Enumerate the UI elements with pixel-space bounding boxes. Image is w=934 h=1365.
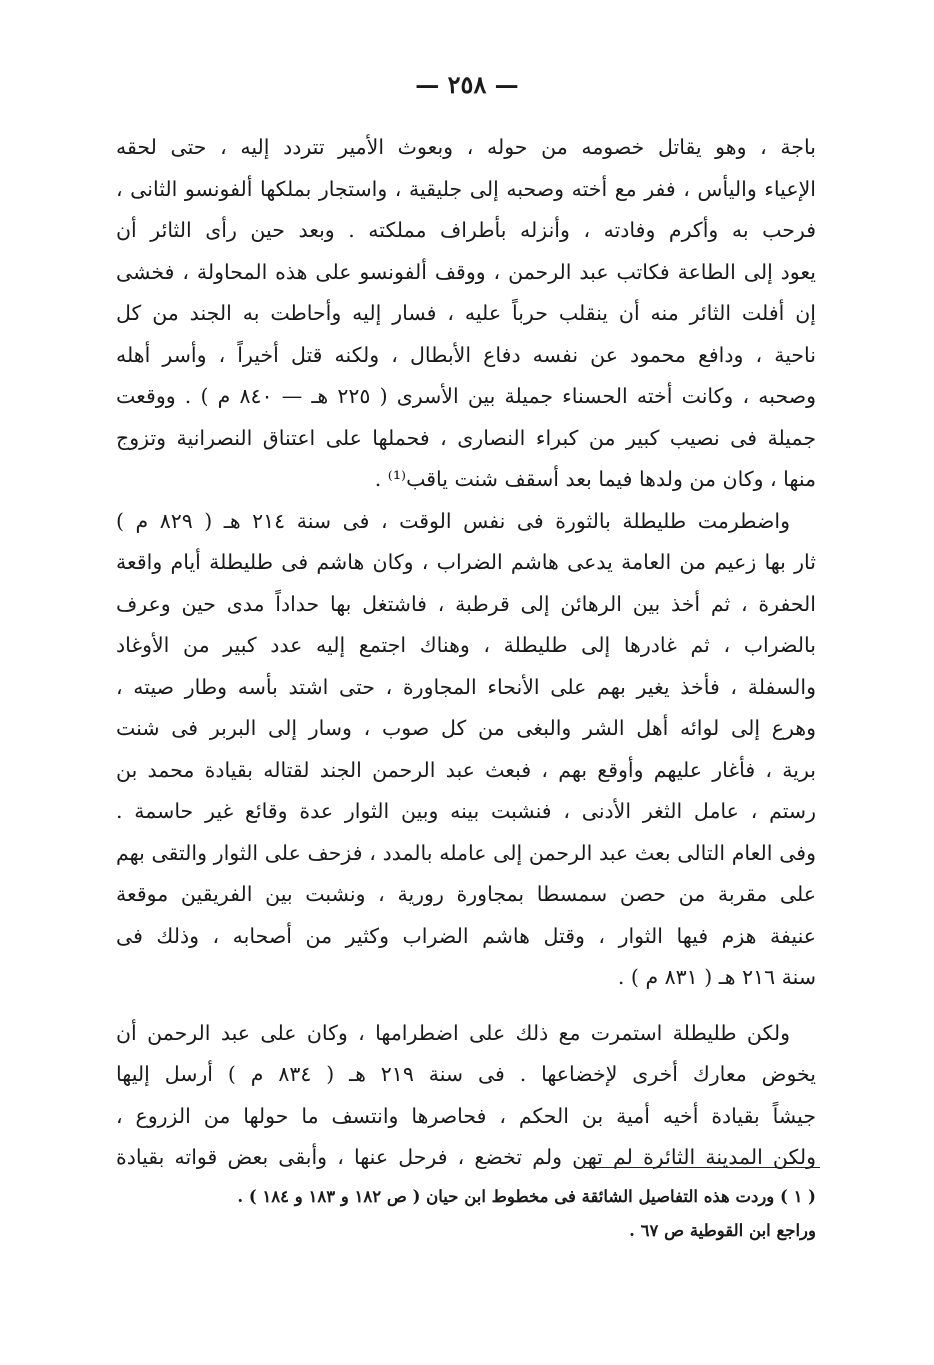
text-line: وفى العام التالى بعث عبد الرحمن إلى عامله بالمدد ، فزحف على الثوار والتقى بهم <box>116 840 816 865</box>
text-line: وصحبه ، وكانت أخته الحسناء جميلة بين الأسرى ( ٢٢٥ هـ — ٨٤٠ م ) . ووقعت <box>116 384 816 408</box>
text-line: برية ، فأغار عليهم وأوقع بهم ، فبعث عبد الرحمن الجند لقتاله بقيادة محمد بن <box>116 757 816 782</box>
text-line: الحفرة ، ثم أخذ بين الرهائن إلى قرطبة ، فاشتغل بها حداداً مدى حين وعرف <box>116 591 816 616</box>
text-line: الإعياء واليأس ، ففر مع أخته وصحبه إلى جليقية ، واستجار بملكها ألفونسو الثانى ، <box>116 176 816 201</box>
text-line: ثار بها زعيم من العامة يدعى هاشم الضراب ، وكان هاشم فى طليطلة أيام واقعة <box>116 550 816 574</box>
text-line: جيشاً بقيادة أخيه أمية بن الحكم ، فحاصرها وانتسف ما حولها من الزروع ، <box>116 1103 816 1128</box>
text-line: ناحية ، ودافع محمود عن نفسه دفاع الأبطال ، ولكنه قتل أخيراً ، وأسر أهله <box>116 342 816 367</box>
footnote-line: ( ١ ) وردت هذه التفاصيل الشائقة فى مخطوط ابن حيان ( ص ١٨٢ و ١٨٣ و ١٨٤ ) . <box>237 1187 816 1206</box>
main-text <box>116 127 816 1179</box>
text-line: بالضراب ، ثم غادرها إلى طليطلة ، وهناك اجتمع إليه عدد كبير من الأوغاد <box>116 633 816 657</box>
text-line: باجة ، وهو يقاتل خصومه من حوله ، وبعوث الأمير تتردد إليه ، حتى لحقه <box>116 135 816 159</box>
page-number: — ٢٥٨ — <box>415 70 519 99</box>
text-line: سنة ٢١٦ هـ ( ٨٣١ م ) . <box>617 965 816 989</box>
text-line: ولكن المدينة الثائرة لم تهن ولم تخضع ، فرحل عنها ، وأبقى بعض قواته بقيادة <box>116 1145 816 1169</box>
footnotes <box>116 1180 816 1248</box>
footnote-line: وراجع ابن القوطية ص ٦٧ . <box>629 1221 816 1240</box>
text-line: والسفلة ، فأخذ يغير بهم على الأنحاء المجاورة ، حتى اشتد بأسه وطار صيته ، <box>116 674 816 699</box>
footnote-divider <box>584 1167 820 1168</box>
text-line: يعود إلى الطاعة فكاتب عبد الرحمن ، ووقف ألفونسو على هذه المحاولة ، فخشى <box>116 259 816 284</box>
text-line: منها ، وكان من ولدها فيما بعد أسقف شنت ياقب⁽¹⁾ . <box>374 467 816 491</box>
text-line: فرحب به وأكرم وفادته ، وأنزله بأطراف مملكته . وبعد حين رأى الثائر أن <box>116 218 816 242</box>
text-line: جميلة فى نصيب كبير من كبراء النصارى ، فحملها على اعتناق النصرانية وتزوج <box>116 425 816 450</box>
text-line: يخوض معارك أخرى لإخضاعها . فى سنة ٢١٩ هـ ( ٨٣٤ م ) أرسل إليها <box>116 1062 816 1086</box>
text-line: عنيفة هزم فيها الثوار ، وقتل هاشم الضراب وكثير من أصحابه ، وذلك فى <box>116 923 816 948</box>
text-line: رستم ، عامل الثغر الأدنى ، فنشبت بينه وبين الثوار عدة وقائع غير حاسمة . <box>116 799 816 823</box>
text-line: واضطرمت طليطلة بالثورة فى نفس الوقت ، فى سنة ٢١٤ هـ ( ٨٢٩ م ) <box>116 508 790 533</box>
paragraph-2 <box>116 501 816 999</box>
text-line: ولكن طليطلة استمرت مع ذلك على اضطرامها ، وكان على عبد الرحمن أن <box>116 1020 790 1045</box>
text-line: وهرع إلى لوائه أهل الشر والبغى من كل صوب ، وسار إلى البربر فى شنت <box>116 716 816 740</box>
text-line: على مقربة من حصن سمسطا بمجاورة رورية ، ونشبت بين الفريقين موقعة <box>116 882 816 906</box>
paragraph-3 <box>116 1013 816 1179</box>
paragraph-1 <box>116 127 816 501</box>
paragraph-gap <box>116 999 816 1013</box>
text-line: إن أفلت الثائر منه أن ينقلب حرباً عليه ، فسار إليه وأحاطت به الجند من كل <box>116 301 816 325</box>
